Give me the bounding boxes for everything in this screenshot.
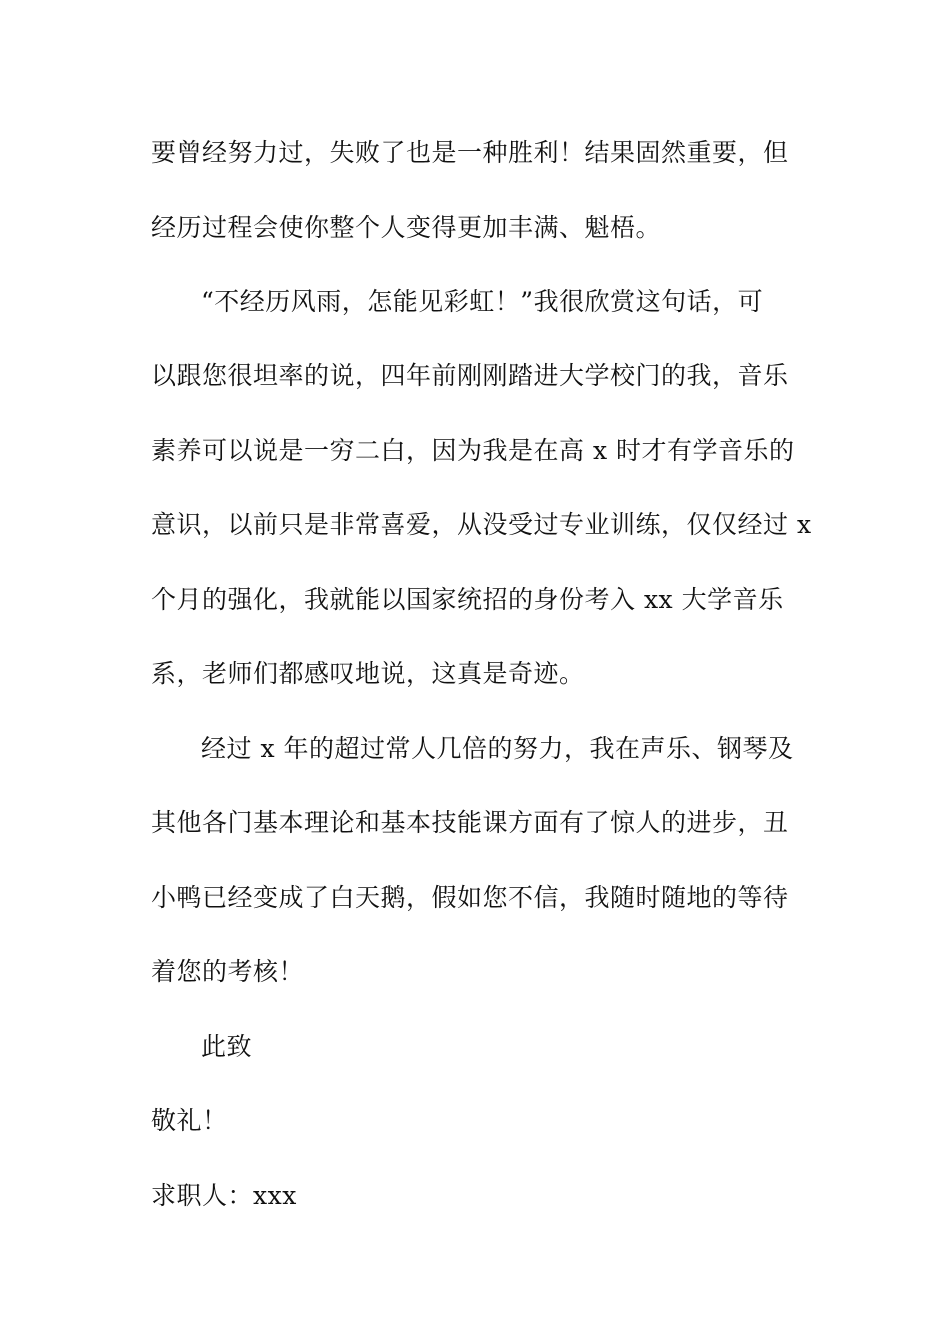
paragraph-line: 素养可以说是一穷二白，因为我是在高 x 时才有学音乐的: [151, 436, 795, 465]
paragraph-line: 经过 x 年的超过常人几倍的努力，我在声乐、钢琴及: [201, 734, 794, 763]
paragraph-line: 着您的考核！: [151, 957, 305, 986]
paragraph-line: “不经历风雨，怎能见彩虹！”我很欣赏这句话，可: [201, 287, 764, 316]
closing-salutation: 此致: [201, 1032, 253, 1061]
paragraph-line: 意识，以前只是非常喜爱，从没受过专业训练，仅仅经过 x: [151, 510, 812, 539]
paragraph-line: 以跟您很坦率的说，四年前刚刚踏进大学校门的我，音乐: [151, 361, 789, 390]
paragraph-line: 经历过程会使你整个人变得更加丰满、魁梧。: [151, 213, 662, 242]
paragraph-line: 要曾经努力过，失败了也是一种胜利！结果固然重要，但: [151, 138, 789, 167]
paragraph-line: 小鸭已经变成了白天鹅，假如您不信，我随时随地的等待: [151, 883, 789, 912]
closing-regards: 敬礼！: [151, 1106, 228, 1135]
signature-line: 求职人：xxx: [151, 1181, 297, 1210]
paragraph-line: 个月的强化，我就能以国家统招的身份考入 xx 大学音乐: [151, 585, 784, 614]
paragraph-line: 其他各门基本理论和基本技能课方面有了惊人的进步，丑: [151, 808, 789, 837]
paragraph-line: 系，老师们都感叹地说，这真是奇迹。: [151, 659, 585, 688]
